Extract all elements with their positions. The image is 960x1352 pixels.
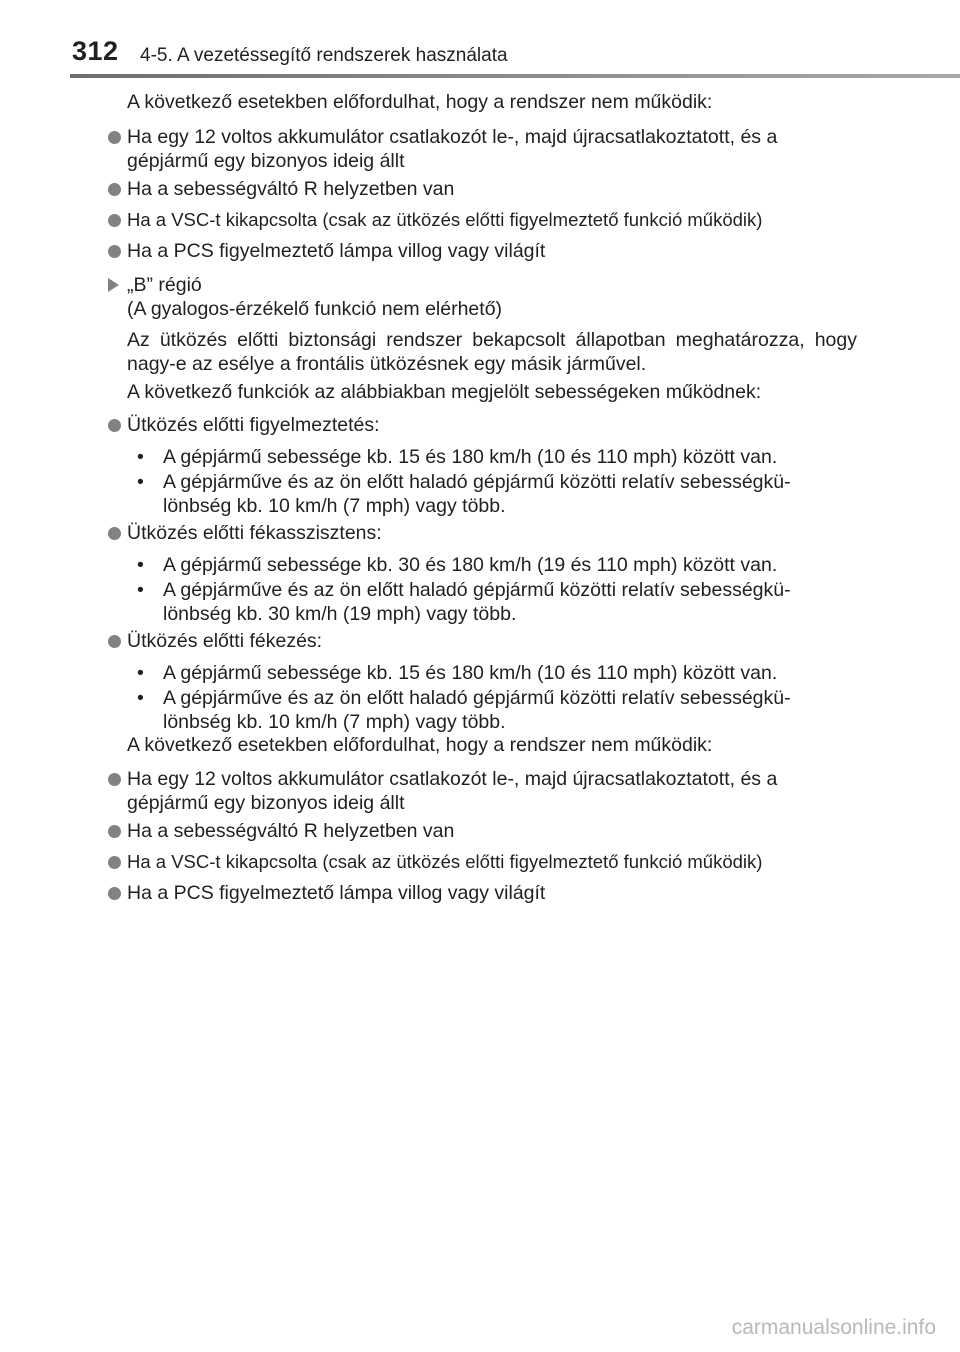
bullet-item <box>108 767 857 815</box>
page-header <box>0 0 960 80</box>
bullet-text: gépjármű egy bizonyos ideig állt <box>127 792 405 814</box>
sub-bullet-dot-icon: • <box>137 446 144 468</box>
bullet-text: gépjármű egy bizonyos ideig állt <box>127 150 405 172</box>
sub-bullet-text: lönbség kb. 10 km/h (7 mph) vagy több. <box>163 711 506 733</box>
sub-bullet-dot-icon: • <box>137 554 144 576</box>
sub-bullet-item <box>137 578 857 626</box>
function-title: Ütközés előtti figyelmeztetés: <box>127 414 380 436</box>
bullet-text: Ha a sebességváltó R helyzetben van <box>127 178 455 200</box>
region-note <box>108 273 857 321</box>
bullet-item <box>108 819 857 843</box>
intro-text: A következő funkciók az alábbiakban megjelölt sebességeken működnek: <box>127 381 762 403</box>
bullet-text: Ha a PCS figyelmeztető lámpa villog vagy világít <box>127 882 546 904</box>
bullet-text: Ha egy 12 voltos akkumulátor csatlakozót le-, majd újracsatlakoztatott, és a <box>127 768 778 790</box>
section-title: 4-5. A vezetéssegítő rendszerek használata <box>140 45 508 66</box>
bullet-item <box>108 239 857 263</box>
function-title: Ütközés előtti fékezés: <box>127 630 323 652</box>
region-description: (A gyalogos-érzékelő funkció nem elérhető) <box>127 298 503 320</box>
bullet-item <box>108 177 857 201</box>
bullet-text: Ha egy 12 voltos akkumulátor csatlakozót le-, majd újracsatlakoztatott, és a <box>127 126 778 148</box>
sub-bullet-dot-icon: • <box>137 471 144 493</box>
bullet-item <box>108 881 857 905</box>
page-number: 312 <box>72 36 119 66</box>
function-item <box>108 413 857 437</box>
sub-bullet-text: lönbség kb. 10 km/h (7 mph) vagy több. <box>163 495 506 517</box>
sub-bullet-text: A gépjármű sebessége kb. 15 és 180 km/h (10 és 110 mph) között van. <box>163 446 778 468</box>
sub-bullet-text: A gépjármű sebessége kb. 15 és 180 km/h (10 és 110 mph) között van. <box>163 662 778 684</box>
intro-text: A következő esetekben előfordulhat, hogy a rendszer nem működik: <box>127 734 713 756</box>
sub-bullet-text: lönbség kb. 30 km/h (19 mph) vagy több. <box>163 603 517 625</box>
bullet-dot-icon <box>108 856 121 869</box>
bullet-dot-icon <box>108 131 121 144</box>
bullet-text: Ha a VSC-t kikapcsolta (csak az ütközés előtti figyelmeztető funkció működik) <box>127 209 763 230</box>
bullet-dot-icon <box>108 183 121 196</box>
bullet-item <box>108 208 857 232</box>
bullet-dot-icon <box>108 419 121 432</box>
sub-bullet-dot-icon: • <box>137 579 144 601</box>
sub-bullet-text: A gépjárműve és az ön előtt haladó gépjármű közötti relatív sebességkü- <box>163 471 791 493</box>
header-divider <box>70 74 960 78</box>
bullet-dot-icon <box>108 245 121 258</box>
bullet-item <box>108 850 857 874</box>
arrow-right-icon <box>108 278 119 292</box>
sub-bullet-item <box>137 661 857 685</box>
sub-bullet-text: A gépjárműve és az ön előtt haladó gépjármű közötti relatív sebességkü- <box>163 579 791 601</box>
sub-bullet-dot-icon: • <box>137 687 144 709</box>
region-label: „B” régió <box>127 274 202 296</box>
bullet-text: Ha a VSC-t kikapcsolta (csak az ütközés előtti figyelmeztető funkció működik) <box>127 851 763 872</box>
intro-text: A következő esetekben előfordulhat, hogy a rendszer nem működik: <box>127 91 713 113</box>
bullet-item <box>108 125 857 173</box>
description-paragraph: Az ütközés előtti biztonsági rendszer bekapcsolt állapotban meghatározza, hogy nagy-e az esélye a frontális ütközésnek egy másik járművel. <box>127 329 857 375</box>
bullet-dot-icon <box>108 887 121 900</box>
bullet-dot-icon <box>108 214 121 227</box>
sub-bullet-item <box>137 553 857 577</box>
bullet-text: Ha a sebességváltó R helyzetben van <box>127 820 455 842</box>
function-title: Ütközés előtti fékasszisztens: <box>127 522 382 544</box>
sub-bullet-item <box>137 470 857 518</box>
sub-bullet-dot-icon: • <box>137 662 144 684</box>
sub-bullet-text: A gépjármű sebessége kb. 30 és 180 km/h (19 és 110 mph) között van. <box>163 554 778 576</box>
sub-bullet-text: A gépjárműve és az ön előtt haladó gépjármű közötti relatív sebességkü- <box>163 687 791 709</box>
bullet-dot-icon <box>108 773 121 786</box>
function-item <box>108 629 857 653</box>
bullet-dot-icon <box>108 635 121 648</box>
function-item <box>108 521 857 545</box>
sub-bullet-item <box>137 686 857 734</box>
bullet-text: Ha a PCS figyelmeztető lámpa villog vagy világít <box>127 240 546 262</box>
bullet-dot-icon <box>108 825 121 838</box>
sub-bullet-item <box>137 445 857 469</box>
bullet-dot-icon <box>108 527 121 540</box>
watermark-link[interactable]: carmanualsonline.info <box>731 1316 936 1339</box>
